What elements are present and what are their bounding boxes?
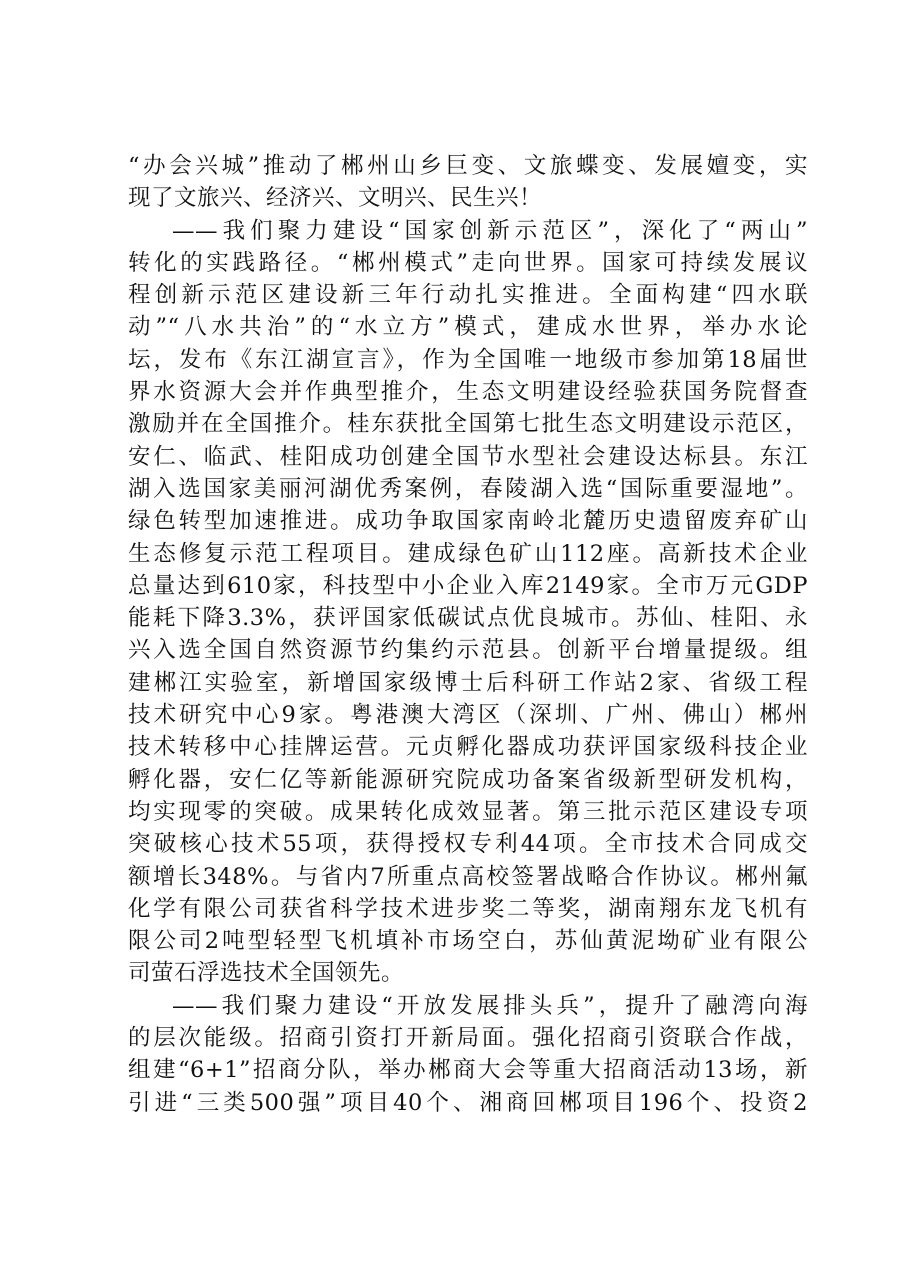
text-line: 兴入选全国自然资源节约集约示范县。创新平台增量提级。组 — [128, 637, 808, 664]
text-line: 孵化器，安仁亿等新能源研究院成功备案省级新型研发机构， — [128, 766, 808, 793]
text-line: ——我们聚力建设“开放发展排头兵”，提升了融湾向海 — [172, 992, 808, 1019]
text-line: 现了文旅兴、经济兴、文明兴、民生兴！ — [128, 185, 543, 212]
text-line: 界水资源大会并作典型推介，生态文明建设经验获国务院督查 — [128, 379, 808, 406]
text-line: 限公司2吨型轻型飞机填补市场空白，苏仙黄泥坳矿业有限公 — [128, 928, 808, 955]
text-line: “办会兴城”推动了郴州山乡巨变、文旅蝶变、发展嬗变，实 — [128, 153, 808, 179]
text-line: 司萤石浮选技术全国领先。 — [128, 960, 405, 987]
text-line: 技术研究中心9家。粤港澳大湾区（深圳、广州、佛山）郴州 — [128, 702, 808, 729]
text-line: ——我们聚力建设“国家创新示范区”，深化了“两山” — [172, 217, 808, 244]
text-line: 湖入选国家美丽河湖优秀案例，春陵湖入选“国际重要湿地”。 — [128, 475, 808, 502]
text-line: 程创新示范区建设新三年行动扎实推进。全面构建“四水联 — [128, 282, 808, 309]
text-line: 的层次能级。招商引资打开新局面。强化招商引资联合作战， — [128, 1025, 808, 1052]
text-line: 组建“6+1”招商分队，举办郴商大会等重大招商活动13场，新 — [128, 1057, 808, 1084]
text-line: 绿色转型加速推进。成功争取国家南岭北麓历史遗留废弃矿山 — [128, 508, 808, 535]
text-line: 激励并在全国推介。桂东获批全国第七批生态文明建设示范区， — [128, 411, 808, 438]
text-line: 能耗下降3.3%，获评国家低碳试点优良城市。苏仙、桂阳、永 — [128, 605, 808, 632]
body-text — [128, 150, 808, 1119]
text-line: 生态修复示范工程项目。建成绿色矿山112座。高新技术企业 — [128, 540, 808, 567]
text-line: 总量达到610家，科技型中小企业入库2149家。全市万元GDP — [128, 572, 808, 599]
text-line: 安仁、临武、桂阳成功创建全国节水型社会建设达标县。东江 — [128, 443, 808, 470]
text-line: 坛，发布《东江湖宣言》，作为全国唯一地级市参加第18届世 — [128, 346, 808, 373]
text-line: 突破核心技术55项，获得授权专利44项。全市技术合同成交 — [128, 831, 808, 858]
text-line: 化学有限公司获省科学技术进步奖二等奖，湖南翔东龙飞机有 — [128, 895, 808, 922]
text-line: 引进“三类500强”项目40个、湘商回郴项目196个、投资2 — [128, 1089, 808, 1116]
text-line: 建郴江实验室，新增国家级博士后科研工作站2家、省级工程 — [128, 669, 808, 696]
text-line: 转化的实践路径。“郴州模式”走向世界。国家可持续发展议 — [128, 249, 808, 276]
text-line: 额增长348%。与省内7所重点高校签署战略合作协议。郴州氟 — [128, 863, 808, 890]
text-line: 动”“八水共治”的“水立方”模式，建成水世界，举办水论 — [128, 314, 808, 341]
text-line: 技术转移中心挂牌运营。元贞孵化器成功获评国家级科技企业 — [128, 734, 808, 761]
text-line: 均实现零的突破。成果转化成效显著。第三批示范区建设专项 — [128, 798, 808, 825]
